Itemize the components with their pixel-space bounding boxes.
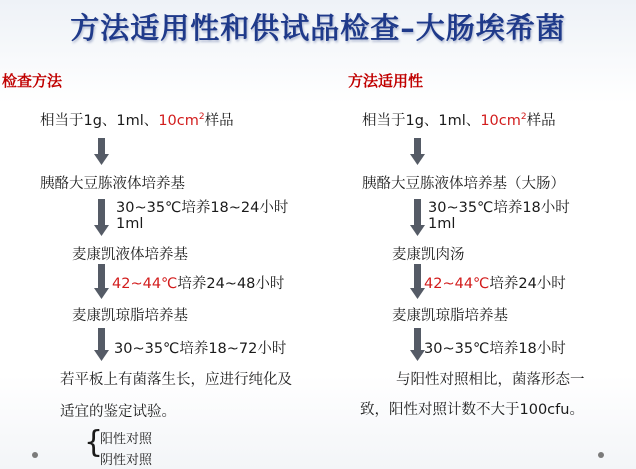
left-step-2-temp: 42~44℃ (112, 276, 178, 292)
bullet-dot (32, 452, 38, 458)
left-sample-prefix: 相当于1g、1ml、 (40, 113, 159, 129)
left-medium-2: 麦康凯液体培养基 (72, 247, 188, 263)
right-step-1: 30~35℃培养18小时 (428, 200, 570, 216)
left-step-3: 30~35℃培养18~72小时 (114, 341, 287, 357)
right-heading: 方法适用性 (348, 72, 424, 90)
left-sample-sup: 2 (198, 112, 205, 123)
right-medium-1: 胰酪大豆胨液体培养基（大肠） (362, 176, 565, 192)
right-step-2 (424, 272, 566, 293)
down-arrow-icon (410, 199, 426, 237)
right-medium-2: 麦康凯肉汤 (392, 247, 465, 263)
slide-title: 方法适用性和供试品检查–大肠埃希菌 (70, 11, 566, 45)
left-sample-suffix: 样品 (204, 113, 234, 129)
left-step-1: 30~35℃培养18~24小时 (116, 200, 289, 216)
down-arrow-icon (94, 328, 110, 362)
right-medium-3: 麦康凯琼脂培养基 (392, 308, 508, 324)
bullet-dot (598, 452, 604, 458)
right-sample-sup: 2 (520, 112, 527, 123)
right-note-line-1: 与阳性对照相比，菌落形态一 (396, 372, 585, 388)
left-sample-text (40, 109, 234, 130)
brace-icon: { (84, 425, 104, 460)
left-medium-1: 胰酪大豆胨液体培养基 (40, 176, 185, 192)
right-step-1-volume: 1ml (428, 216, 456, 232)
down-arrow-icon (94, 138, 110, 166)
left-heading: 检查方法 (2, 72, 63, 90)
left-note-line-1: 若平板上有菌落生长，应进行纯化及 (60, 372, 292, 388)
right-sample-area: 10cm (480, 113, 521, 129)
right-sample-text (362, 109, 556, 130)
left-medium-3: 麦康凯琼脂培养基 (72, 308, 188, 324)
right-step-2-rest: 培养24小时 (489, 276, 566, 292)
left-step-2 (112, 272, 284, 293)
positive-control: 阳性对照 (100, 432, 153, 447)
negative-control: 阴性对照 (100, 453, 153, 468)
right-step-2-temp: 42~44℃ (424, 276, 490, 292)
down-arrow-icon (410, 138, 426, 166)
left-step-2-rest: 培养24~48小时 (177, 276, 285, 292)
right-sample-suffix: 样品 (526, 113, 556, 129)
right-note-line-2: 致，阳性对照计数不大于100cfu。 (360, 402, 584, 418)
right-sample-prefix: 相当于1g、1ml、 (362, 113, 481, 129)
down-arrow-icon (94, 264, 110, 300)
left-step-1-volume: 1ml (116, 216, 144, 232)
down-arrow-icon (94, 199, 110, 237)
right-step-3: 30~35℃培养18小时 (424, 341, 566, 357)
left-sample-area: 10cm (158, 113, 199, 129)
left-note-line-2: 适宜的鉴定试验。 (60, 404, 176, 420)
